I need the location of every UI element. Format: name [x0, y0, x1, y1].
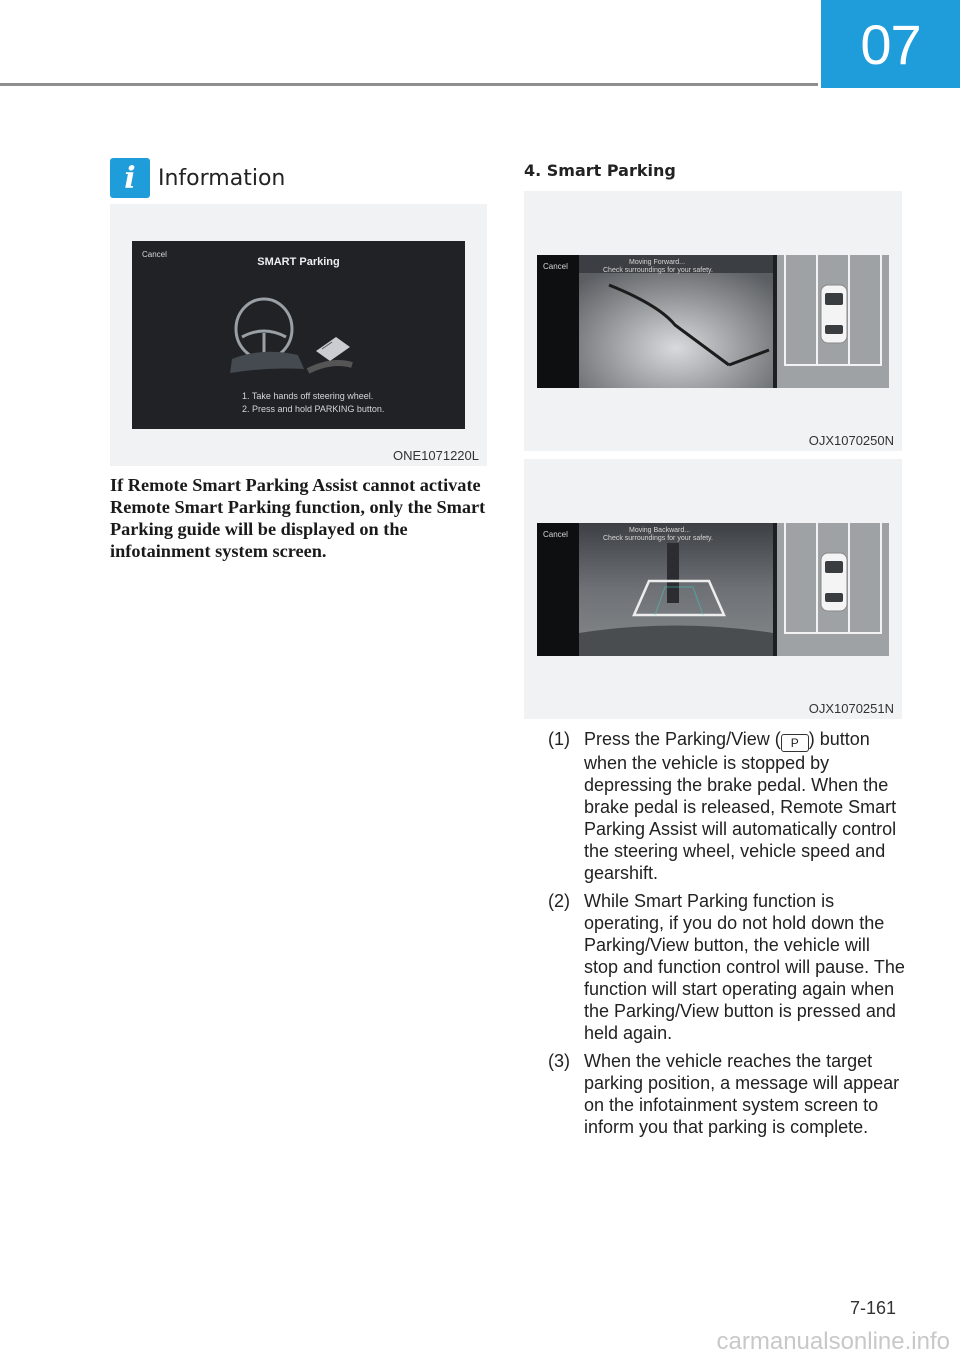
information-heading [110, 158, 285, 198]
list-item [548, 728, 908, 884]
header-rule [0, 83, 818, 86]
screen-side-panel [537, 255, 579, 388]
steering-wheel-illustration [212, 289, 382, 379]
figure-code: ONE1071220L [392, 448, 479, 463]
screen-message-2: Check surroundings for your safety. [603, 535, 713, 542]
backward-screen [537, 523, 889, 656]
screen-cancel: Cancel [543, 530, 568, 539]
rear-camera-view [579, 523, 773, 656]
footer-watermark: carmanualsonline.info [716, 1328, 950, 1355]
step-text [584, 728, 908, 884]
screen-message-1: Moving Forward... [629, 259, 686, 266]
screen-cancel: Cancel [142, 250, 167, 259]
list-item [548, 1050, 908, 1138]
screen-message-2: Check surroundings for your safety. [603, 267, 713, 274]
list-item [548, 890, 908, 1044]
section-title: 4. Smart Parking [524, 161, 676, 180]
information-title: Information [158, 165, 286, 191]
screen-instruction-1: 1. Take hands off steering wheel. [242, 391, 374, 401]
screen-cancel: Cancel [543, 262, 568, 271]
step-number: (2) [548, 891, 570, 911]
forward-camera-view [579, 255, 773, 388]
step-text-part: ) button when the vehicle is stopped by depressing the brake pedal. When the brake pedal is released, Remote Smart Parking Assist will automatically control the steering wheel, vehicle speed and gearshift. [584, 729, 897, 883]
information-figure [110, 204, 487, 466]
figure-code: OJX1070250N [808, 433, 894, 448]
top-view-parking [777, 255, 889, 388]
parking-view-button-icon: P [781, 734, 809, 752]
top-view-parking [777, 523, 889, 656]
screen-instruction-2: 2. Press and hold PARKING button. [242, 404, 385, 414]
step-number: (3) [548, 1051, 570, 1071]
step-text: When the vehicle reaches the target parking position, a message will appear on the infotainment system screen to inform you that parking is complete. [584, 1051, 900, 1137]
screen-title: SMART Parking [257, 256, 340, 268]
screen-message-1: Moving Backward... [629, 527, 691, 534]
steps-list [548, 728, 908, 1144]
screen-side-panel [537, 523, 579, 656]
smart-parking-figure-backward [524, 459, 902, 719]
smart-parking-screen [132, 241, 465, 429]
step-text-part: Press the Parking/View ( [584, 729, 781, 749]
smart-parking-figure-forward [524, 191, 902, 451]
chapter-tab: 07 [821, 0, 960, 88]
step-number: (1) [548, 729, 570, 749]
step-text: While Smart Parking function is operating, if you do not hold down the Parking/View button, the vehicle will stop and function control will pause. The function will start operating again when the Parking/View button is pressed and held again. [584, 891, 905, 1043]
info-icon: i [110, 158, 150, 198]
forward-screen [537, 255, 889, 388]
page-number: 7-161 [849, 1298, 896, 1318]
figure-code: OJX1070251N [808, 701, 894, 716]
information-note: If Remote Smart Parking Assist cannot activate Remote Smart Parking function, only the Smart Parking guide will be displayed on the infotainment system screen. [110, 475, 486, 561]
